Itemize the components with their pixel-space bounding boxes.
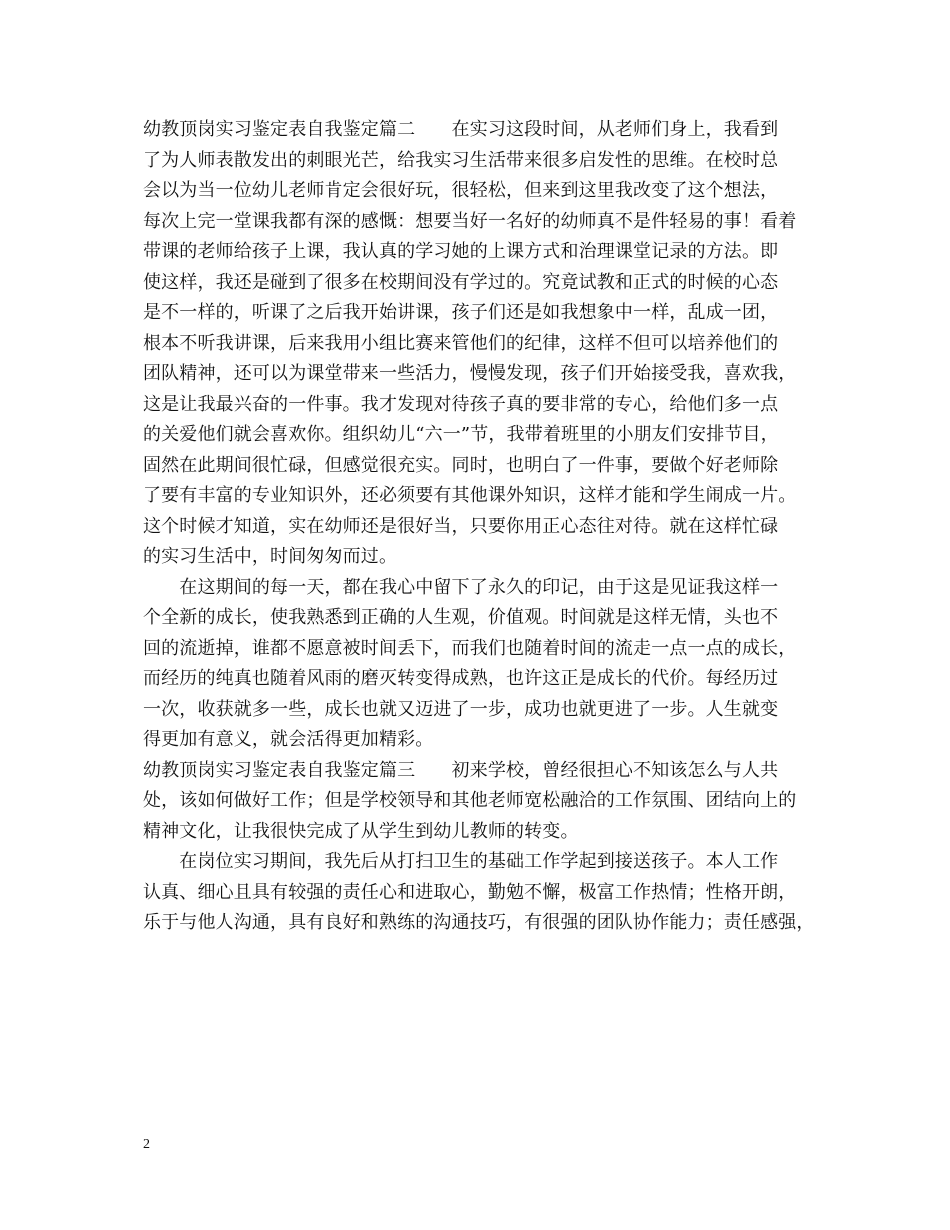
text-line: 是不一样的，听课了之后我开始讲课，孩子们还是如我想象中一样，乱成一团， xyxy=(143,302,779,323)
text-line: 而经历的纯真也随着风雨的磨灭转变得成熟，也许这正是成长的代价。每经历过 xyxy=(143,668,779,689)
text-line: 固然在此期间很忙碌，但感觉很充实。同时，也明白了一件事，要做个好老师除 xyxy=(143,454,779,476)
body-text xyxy=(143,115,828,939)
text-line: 的关爱他们就会喜欢你。组织幼儿“六一”节，我带着班里的小朋友们安排节目， xyxy=(143,424,779,445)
text-line: 团队精神，还可以为课堂带来一些活力，慢慢发现，孩子们开始接受我，喜欢我， xyxy=(143,363,797,384)
text-line: 回的流逝掉，谁都不愿意被时间丢下，而我们也随着时间的流走一点一点的成长， xyxy=(143,637,797,659)
text-line: 幼教顶岗实习鉴定表自我鉴定篇二 在实习这段时间，从老师们身上，我看到 xyxy=(143,119,779,140)
text-line: 会以为当一位幼儿老师肯定会很好玩，很轻松，但来到这里我改变了这个想法， xyxy=(143,180,779,201)
text-line: 认真、细心且具有较强的责任心和进取心，勤勉不懈，极富工作热情；性格开朗， xyxy=(143,881,797,903)
text-line: 了为人师表散发出的刺眼光芒，给我实习生活带来很多启发性的思维。在校时总 xyxy=(143,149,779,171)
text-line: 处，该如何做好工作；但是学校领导和其他老师宽松融洽的工作氛围、团结向上的 xyxy=(143,790,797,811)
text-line: 精神文化，让我很快完成了从学生到幼儿教师的转变。 xyxy=(143,820,579,842)
text-line: 带课的老师给孩子上课，我认真的学习她的上课方式和治理课堂记录的方法。即 xyxy=(143,241,779,262)
text-line: 乐于与他人沟通，具有良好和熟练的沟通技巧，有很强的团队协作能力；责任感强， xyxy=(143,912,815,933)
text-line: 每次上完一堂课我都有深的感慨：想要当好一名好的幼师真不是件轻易的事！看着 xyxy=(143,210,797,232)
text-line: 在这期间的每一天，都在我心中留下了永久的印记，由于这是见证我这样一 xyxy=(143,576,779,598)
text-line: 在岗位实习期间，我先后从打扫卫生的基础工作学起到接送孩子。本人工作 xyxy=(143,851,779,872)
page-number: 2 xyxy=(143,1137,150,1152)
text-line: 得更加有意义，就会活得更加精彩。 xyxy=(143,729,434,750)
text-line: 这个时候才知道，实在幼师还是很好当，只要你用正心态往对待。就在这样忙碌 xyxy=(143,515,779,537)
text-line: 使这样，我还是碰到了很多在校期间没有学过的。究竟试教和正式的时候的心态 xyxy=(143,271,779,293)
text-line: 幼教顶岗实习鉴定表自我鉴定篇三 初来学校，曾经很担心不知该怎么与人共 xyxy=(143,759,779,781)
text-line: 的实习生活中，时间匆匆而过。 xyxy=(143,546,398,567)
text-line: 一次，收获就多一些，成长也就又迈进了一步，成功也就更进了一步。人生就变 xyxy=(143,698,779,720)
text-line: 根本不听我讲课，后来我用小组比赛来管他们的纪律，这样不但可以培养他们的 xyxy=(143,332,779,354)
text-line: 了要有丰富的专业知识外，还必须要有其他课外知识，这样才能和学生闹成一片。 xyxy=(143,485,797,506)
text-line: 个全新的成长，使我熟悉到正确的人生观，价值观。时间就是这样无情，头也不 xyxy=(143,607,779,628)
text-line: 这是让我最兴奋的一件事。我才发现对待孩子真的要非常的专心，给他们多一点 xyxy=(143,393,779,415)
